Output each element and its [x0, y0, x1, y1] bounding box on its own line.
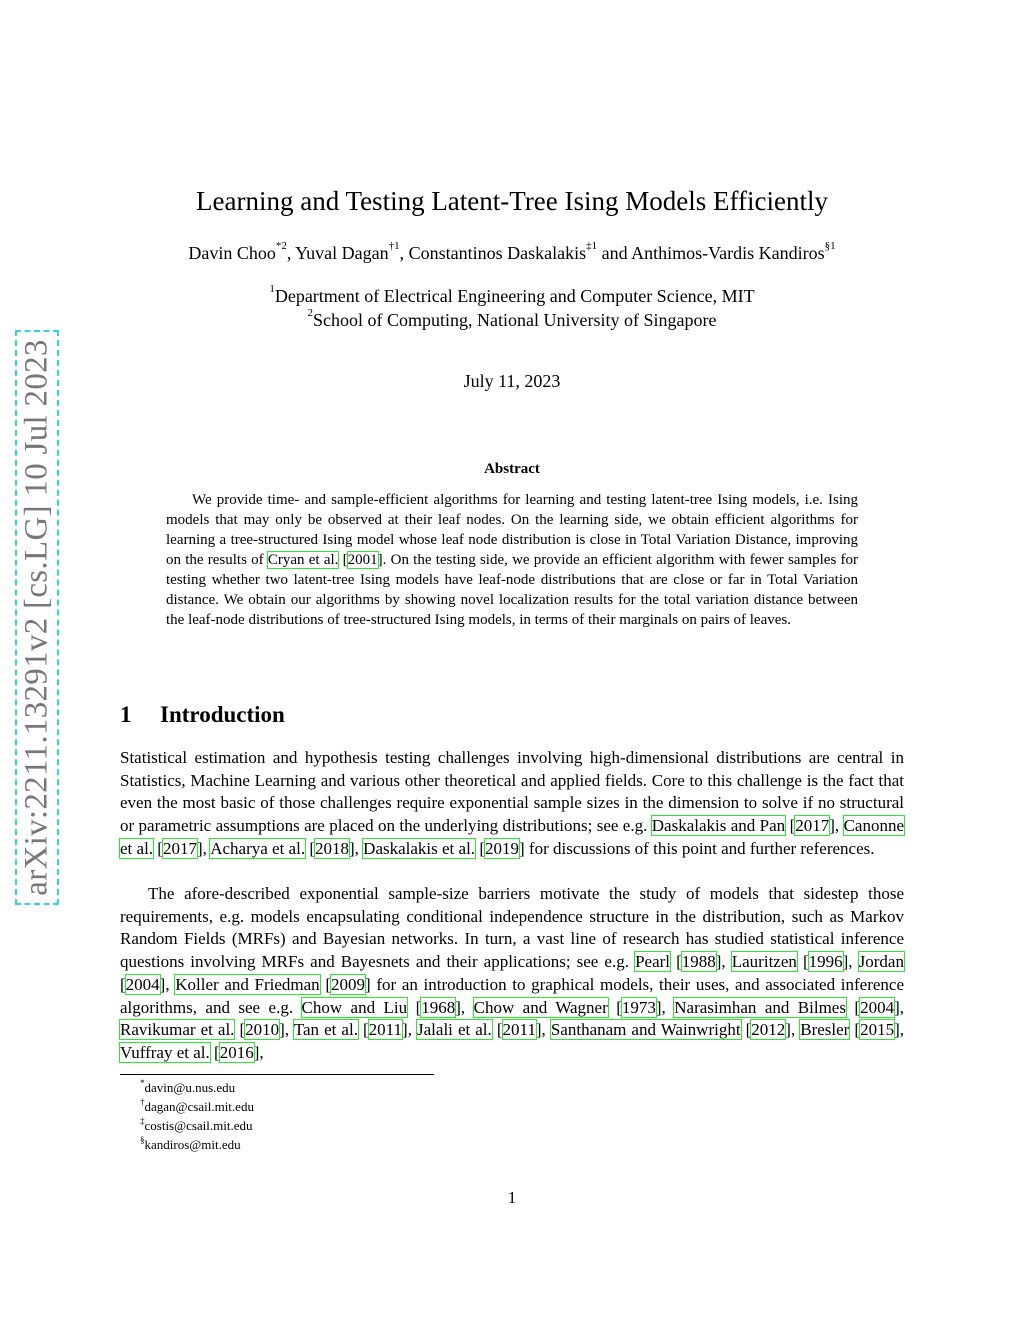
footnote-email[interactable]: dagan@csail.mit.edu	[144, 1099, 254, 1114]
author-list	[0, 240, 1024, 264]
citation-link[interactable]: Narasimhan and Bilmes	[674, 997, 846, 1017]
author-mark: †1	[388, 240, 400, 252]
footnote	[140, 1137, 241, 1153]
citation-link[interactable]: Santhanam and Wainwright	[550, 1020, 741, 1040]
citation-year-link[interactable]: 2019	[484, 838, 519, 858]
author-name: Anthimos-Vardis Kandiros	[631, 243, 825, 263]
abstract-text: We provide time- and sample-efficient algorithms for learning and testing latent-tree Ising models, i.e. Ising models that may only be observed at their leaf nodes. On the learning side, we obtain efficient algorithms for learning a tree-structured Ising model whose leaf node distribution is close in Total Variation Distance, improving on the results of Cryan et al. [2001]. On the testing side, we provide an efficient algorithm with fewer samples for testing whether two latent-tree Ising models have leaf-node distributions that are close or far in Total Variation distance. We obtain our algorithms by showing novel localization results for the total variation distance between the leaf-node distributions of tree-structured Ising models, in terms of their marginals on pairs of leaves.	[166, 492, 859, 628]
paper-date: July 11, 2023	[463, 371, 561, 391]
citation-year-link[interactable]: 1968	[421, 997, 456, 1017]
footnote-mark: †	[140, 1097, 145, 1107]
affiliation-text: Department of Electrical Engineering and Computer Science, MIT	[274, 286, 755, 306]
author-mark: ‡1	[586, 240, 598, 252]
citation-link[interactable]: Chow and Liu	[301, 997, 408, 1017]
paper-title: Learning and Testing Latent-Tree Ising Models Efficiently	[196, 186, 828, 216]
paragraph-text: ,	[259, 1042, 264, 1062]
citation-link[interactable]: Cryan et al.	[267, 552, 339, 568]
footnote-rule	[120, 1074, 434, 1075]
paragraph-text: Statistical estimation and hypothesis testing challenges involving high-dimensional distributions are central in Statistics, Machine Learning and various other theoretical and applied fields. Core to this challenge is the fact that even the most basic of those challenges require exponential sample sizes in the dimension to solve if no structural or parametric assumptions are placed on the underlying distributions; see e.g.	[120, 748, 904, 836]
citation-year-link[interactable]: 2004	[125, 974, 160, 994]
author-mark: *2	[275, 240, 287, 252]
abstract-heading: Abstract	[484, 461, 540, 477]
author-name: Yuval Dagan	[295, 243, 389, 263]
paragraph-text: The afore-described exponential sample-size barriers motivate the study of models that sidestep those requirements, e.g. models encapsulating conditional independence structure in the distribution, such as Markov Random Fields (MRFs) and Bayesian networks. In turn, a vast line of research has studied statistical inference questions involving MRFs and Bayesnets and their applications; see e.g.	[120, 884, 904, 972]
citation-link[interactable]: Chow and Wagner	[473, 997, 608, 1017]
citation-year-link[interactable]: 2018	[315, 838, 349, 858]
citation-link[interactable]: Vuffray et al.	[120, 1042, 210, 1062]
author-mark: §1	[824, 240, 836, 252]
citation-link[interactable]: Koller and Friedman	[175, 974, 320, 994]
citation-year-link[interactable]: 2012	[751, 1020, 786, 1040]
citation-link[interactable]: Lauritzen	[731, 952, 797, 972]
footnote	[140, 1099, 254, 1115]
citation-year-link[interactable]: 1973	[621, 997, 656, 1017]
citation-link[interactable]: Canonne et al.	[120, 816, 904, 858]
author-separator: ,	[286, 243, 292, 263]
footnote-email[interactable]: costis@csail.mit.edu	[144, 1118, 253, 1133]
footnote	[140, 1118, 253, 1134]
author-name: Constantinos Daskalakis	[408, 243, 587, 263]
footnote	[140, 1080, 235, 1096]
citation-year-link[interactable]: 2015	[860, 1020, 895, 1040]
citation-link[interactable]: Daskalakis and Pan	[651, 816, 786, 836]
author-name: Davin Choo	[188, 243, 276, 263]
citation-link[interactable]: Daskalakis et al.	[363, 838, 476, 858]
page-number: 1	[507, 1188, 517, 1207]
author-separator: ,	[399, 243, 405, 263]
affiliation-mark: 1	[269, 283, 275, 295]
section-number: 1	[120, 702, 132, 727]
citation-year-link[interactable]: 2010	[245, 1020, 280, 1040]
paragraph: The afore-described exponential sample-size barriers motivate the study of models that sidestep those requirements, e.g. models encapsulating conditional independence structure in the distribution, such as Markov Random Fields (MRFs) and Bayesian networks. In turn, a vast line of research has studied statistical inference questions involving MRFs and Bayesnets and their applications; see e.g. Pearl [1988], Lauritzen [1996], Jordan [2004], Koller and Friedman [2009] for an introduction to graphical models, their uses, and associated inference algorithms, and see e.g. Chow and Liu [1968], Chow and Wagner [1973], Narasimhan and Bilmes [2004], Ravikumar et al. [2010], Tan et al. [2011], Jalali et al. [2011], Santhanam and Wainwright [2012], Bresler [2015], Vuffray et al. [2016],	[120, 884, 905, 1062]
footnote-mark: ‡	[140, 1116, 145, 1126]
footnote-email[interactable]: davin@u.nus.edu	[144, 1080, 236, 1095]
citation-year-link[interactable]: 1988	[681, 952, 716, 972]
citation-link[interactable]: Ravikumar et al.	[120, 1020, 235, 1040]
footnote-mark: §	[140, 1135, 145, 1145]
citation-link[interactable]: Bresler	[800, 1020, 850, 1040]
section-heading	[120, 702, 285, 728]
paragraph-text: for an introduction to graphical models, their uses, and associated inference algorithms, and see e.g.	[120, 974, 904, 1017]
affiliation-text: School of Computing, National University of Singapore	[313, 310, 717, 330]
citation-year-link[interactable]: 2011	[502, 1020, 536, 1040]
paragraph-text: for discussions of this point and further references.	[524, 838, 875, 858]
citation-year-link[interactable]: 2017	[162, 838, 197, 858]
affiliation	[0, 307, 1024, 331]
affiliation	[0, 283, 1024, 307]
citation-link[interactable]: Acharya et al.	[210, 838, 306, 858]
abstract-before: We provide time- and sample-efficient algorithms for learning and testing latent-tree Ising models, i.e. Ising models that may only be observed at their leaf nodes. On the learning side, we obtain efficient algorithms for learning a tree-structured Ising model whose leaf node distribution is close in Total Variation Distance, improving on the results of	[166, 492, 858, 568]
footnote-mark: *	[140, 1078, 145, 1088]
footnote-email[interactable]: kandiros@mit.edu	[144, 1137, 241, 1152]
citation-year-link[interactable]: 2009	[331, 974, 366, 994]
citation-year-link[interactable]: 2011	[368, 1020, 403, 1040]
affiliation-mark: 2	[307, 307, 314, 319]
citation-year-link[interactable]: 2017	[795, 816, 830, 836]
arxiv-id-text: arXiv:2211.13291v2 [cs.LG] 10 Jul 2023	[18, 339, 55, 896]
citation-year-link[interactable]: 2016	[219, 1042, 254, 1062]
author-separator: and	[601, 243, 628, 263]
arxiv-stamp	[15, 330, 59, 905]
citation-year-link[interactable]: 2004	[860, 997, 895, 1017]
citation-year-link[interactable]: 2001	[347, 552, 378, 568]
abstract-after: . On the testing side, we provide an efficient algorithm with fewer samples for testing whether two latent-tree Ising models have leaf-node distributions that are close or far in Total Variation distance. We obtain our algorithms by showing novel localization results for the total variation distance between the leaf-node distributions of tree-structured Ising models, in terms of their marginals on pairs of leaves.	[166, 552, 859, 628]
citation-link[interactable]: Jalali et al.	[417, 1020, 492, 1040]
paragraph: Statistical estimation and hypothesis testing challenges involving high-dimensional distributions are central in Statistics, Machine Learning and various other theoretical and applied fields. Core to this challenge is the fact that even the most basic of those challenges require exponential sample sizes in the dimension to solve if no structural or parametric assumptions are placed on the underlying distributions; see e.g. Daskalakis and Pan [2017], Canonne et al. [2017], Acharya et al. [2018], Daskalakis et al. [2019] for discussions of this point and further references.	[120, 748, 904, 858]
citation-year-link[interactable]: 1996	[808, 952, 843, 972]
citation-link[interactable]: Pearl	[635, 952, 670, 972]
section-title: Introduction	[160, 702, 285, 727]
citation-link[interactable]: Tan et al.	[293, 1020, 358, 1040]
citation-link[interactable]: Jordan	[858, 952, 904, 972]
